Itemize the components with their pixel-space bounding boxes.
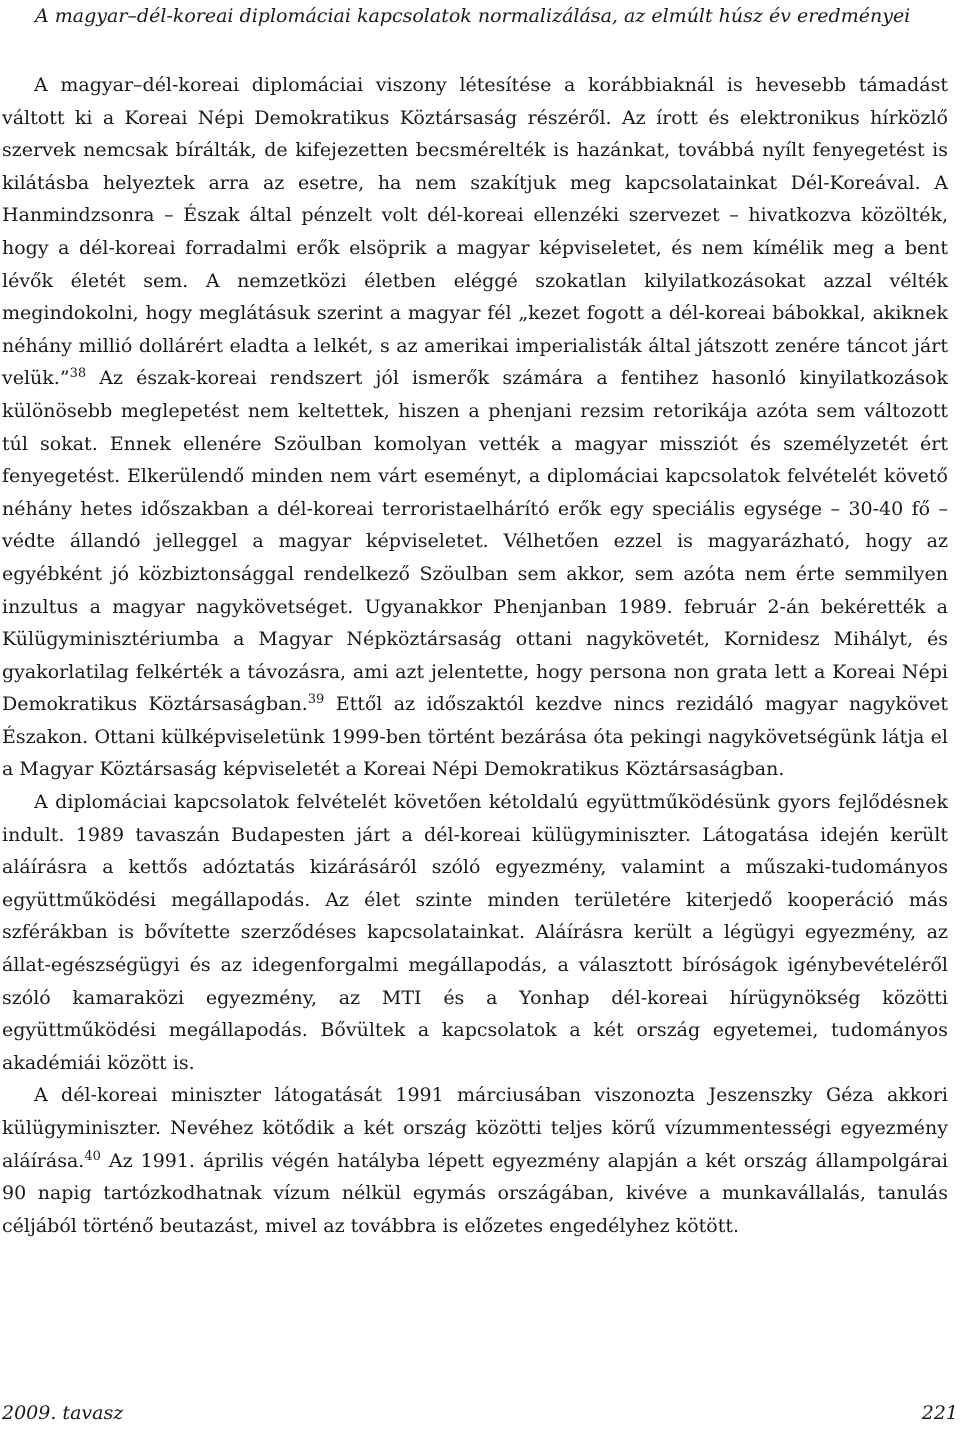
paragraph: [2, 69, 948, 786]
issue-label: 2009. tavasz: [2, 1402, 124, 1424]
page-number: 221: [921, 1402, 958, 1424]
paragraph: [2, 1079, 948, 1242]
paragraph-text: Az 1991. április végén hatályba lépett egyezmény alapján a két ország állampolgárai 90 napig tartózkodhatnak vízum nélkül egymás országában, kivéve a munkavállalás, tanulás céljából történő beutazást, mivel az továbbra is előzetes engedélyhez kötött.: [2, 1149, 948, 1237]
paragraph: [2, 786, 948, 1079]
paragraph-text: Az észak-koreai rendszert jól ismerők számára a fentihez hasonló kinyilatkozások különösebb meglepetést nem keltettek, hiszen a phenjani rezsim retorikája azóta sem változott túl sokat. Ennek ellenére Szöulban komolyan vették a magyar missziót és személyzetét ért fenyegetést. Elkerülendő minden nem várt eseményt, a diplomáciai kapcsolatok felvételét követő néhány hetes időszakban a dél-koreai terroristaelhárító erők egy speciális egysége – 30-40 fő – védte állandó jelleggel a magyar képviseletet. Vélhetően ezzel is magyarázható, hogy az egyébként jó közbiztonsággal rendelkező Szöulban sem akkor, sem azóta nem érte semmilyen inzultus a magyar nagykövetséget. Ugyanakkor Phenjanban 1989. február 2-án bekérették a Külügyminisztériumba a Magyar Népköztársaság ottani nagykövetét, Kornidesz Mihályt, és gyakorlatilag felkérték a távozásra, ami azt jelentette, hogy persona non grata lett a Koreai Népi Demokratikus Köztársaságban.: [2, 367, 948, 716]
paragraph-text: Ettől az időszaktól kezdve nincs rezidáló magyar nagykövet Északon. Ottani külképviseletünk 1999-ben történt bezárása óta pekingi nagykövetségünk látja el a Magyar Köztársaság képviseletét a Koreai Népi Demokratikus Köztársaságban.: [2, 693, 948, 781]
paragraph-text: A diplomáciai kapcsolatok felvételét követően kétoldalú együttműködésünk gyors fejlődésnek indult. 1989 tavaszán Budapesten járt a dél-koreai külügyminiszter. Látogatása idején került aláírásra a kettős adóztatás kizárásáról szóló egyezmény, valamint a műszaki-tudományos együttműködési megállapodás. Az élet szinte minden területére kiterjedő kooperáció más szférákban is bővítette szerződéses kapcsolatainkat. Aláírásra került a légügyi egyezmény, az állat-egészségügyi és az idegenforgalmi megállapodás, a választott bíróságok igénybevételéről szóló kamaraközi egyezmény, az MTI és a Yonhap dél-koreai hírügynökség közötti együttműködési megállapodás. Bővültek a kapcsolatok a két ország egyetemei, tudományos akadémiái között is.: [2, 791, 948, 1074]
footnote-ref[interactable]: 38: [69, 366, 87, 382]
article-body: [2, 69, 948, 1242]
paragraph-text: A dél-koreai miniszter látogatását 1991 márciusában viszonozta Jeszenszky Géza akkori külügyminiszter. Nevéhez kötődik a két ország közötti teljes körű vízummentességi egyezmény aláírása.: [2, 1084, 948, 1172]
running-header: A magyar–dél-koreai diplomáciai kapcsolatok normalizálása, az elmúlt húsz év eredményei: [35, 5, 911, 27]
footnote-ref[interactable]: 39: [307, 692, 325, 708]
paragraph-text: A magyar–dél-koreai diplomáciai viszony létesítése a korábbiaknál is hevesebb támadást váltott ki a Koreai Népi Demokratikus Köztársaság részéről. Az írott és elektronikus hírközlő szervek nemcsak bírálták, de kifejezetten becsmérelték is hazánkat, továbbá nyílt fenyegetést is kilátásba helyeztek arra az esetre, ha nem szakítjuk meg kapcsolatainkat Dél-Koreával. A Hanmindzsonra – Észak által pénzelt volt dél-koreai ellenzéki szervezet – hivatkozva közölték, hogy a dél-koreai forradalmi erők elsöprik a magyar képviseletet, és nem kímélik meg a bent lévők életét sem. A nemzetközi életben eléggé szokatlan kilyilatkozásokat azzal vélték megindokolni, hogy meglátásuk szerint a magyar fél „kezet fogott a dél-koreai bábokkal, akiknek néhány millió dollárért eladta a lelkét, s az amerikai imperialisták által játszott zenére táncot járt velük.”: [2, 74, 948, 390]
footnote-ref[interactable]: 40: [84, 1148, 101, 1164]
